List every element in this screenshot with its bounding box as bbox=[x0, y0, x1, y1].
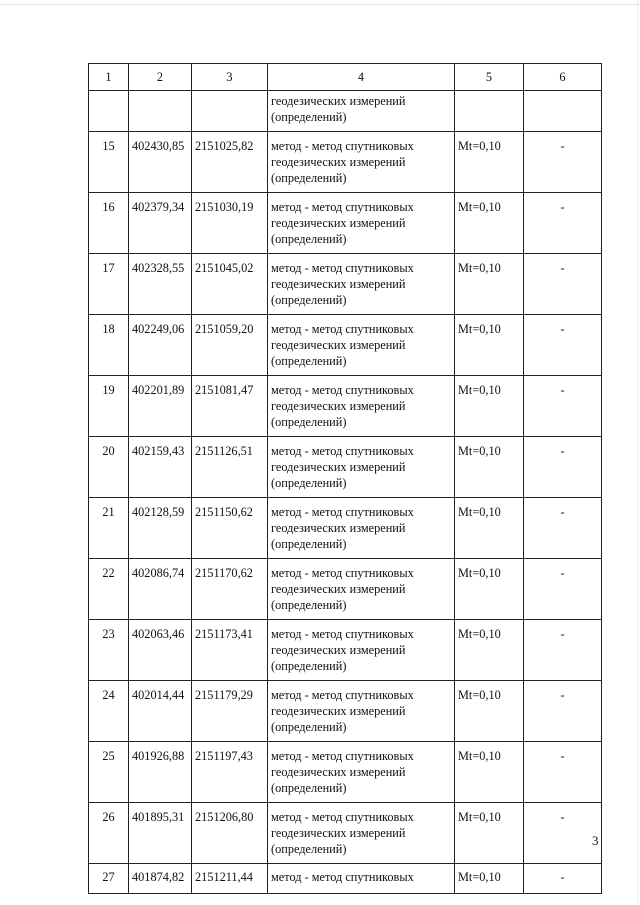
x-coordinate-cell: 402201,89 bbox=[129, 376, 192, 437]
note-cell: - bbox=[524, 742, 602, 803]
accuracy-cell: Mt=0,10 bbox=[455, 132, 524, 193]
x-coordinate-cell: 402249,06 bbox=[129, 315, 192, 376]
method-cell: метод - метод спутниковых геодезических измерений (определений) bbox=[268, 681, 455, 742]
page-edge-top bbox=[0, 4, 640, 5]
note-cell: - bbox=[524, 254, 602, 315]
accuracy-cell: Mt=0,10 bbox=[455, 254, 524, 315]
accuracy-cell: Mt=0,10 bbox=[455, 681, 524, 742]
method-cell: метод - метод спутниковых геодезических измерений (определений) bbox=[268, 254, 455, 315]
table-row bbox=[89, 437, 602, 498]
point-number-cell: 18 bbox=[89, 315, 129, 376]
accuracy-cell: Mt=0,10 bbox=[455, 437, 524, 498]
y-coordinate-cell: 2151081,47 bbox=[192, 376, 268, 437]
accuracy-cell: Mt=0,10 bbox=[455, 742, 524, 803]
header-cell: 1 bbox=[89, 64, 129, 91]
method-cell: метод - метод спутниковых геодезических измерений (определений) bbox=[268, 742, 455, 803]
method-cell: метод - метод спутниковых геодезических измерений (определений) bbox=[268, 132, 455, 193]
rows-body bbox=[89, 132, 602, 894]
table-row bbox=[89, 132, 602, 193]
table-row bbox=[89, 742, 602, 803]
y-coordinate-cell: 2151211,44 bbox=[192, 864, 268, 894]
y-coordinate-cell: 2151206,80 bbox=[192, 803, 268, 864]
accuracy-cell: Mt=0,10 bbox=[455, 376, 524, 437]
accuracy-cell: Mt=0,10 bbox=[455, 315, 524, 376]
y-coordinate-cell: 2151173,41 bbox=[192, 620, 268, 681]
x-coordinate-cell: 401895,31 bbox=[129, 803, 192, 864]
point-number-cell: 15 bbox=[89, 132, 129, 193]
empty-cell bbox=[192, 91, 268, 132]
page-edge-right bbox=[637, 0, 638, 905]
table-row bbox=[89, 376, 602, 437]
table-row bbox=[89, 803, 602, 864]
point-number-cell: 16 bbox=[89, 193, 129, 254]
y-coordinate-cell: 2151059,20 bbox=[192, 315, 268, 376]
accuracy-cell: Mt=0,10 bbox=[455, 559, 524, 620]
note-cell: - bbox=[524, 437, 602, 498]
method-cell: метод - метод спутниковых геодезических измерений (определений) bbox=[268, 437, 455, 498]
accuracy-cell: Mt=0,10 bbox=[455, 864, 524, 894]
coordinates-table bbox=[88, 63, 602, 894]
note-cell: - bbox=[524, 193, 602, 254]
x-coordinate-cell: 402328,55 bbox=[129, 254, 192, 315]
header-cell: 3 bbox=[192, 64, 268, 91]
continuation-row bbox=[89, 91, 602, 132]
point-number-cell: 20 bbox=[89, 437, 129, 498]
y-coordinate-cell: 2151045,02 bbox=[192, 254, 268, 315]
x-coordinate-cell: 402063,46 bbox=[129, 620, 192, 681]
point-number-cell: 22 bbox=[89, 559, 129, 620]
x-coordinate-cell: 402379,34 bbox=[129, 193, 192, 254]
y-coordinate-cell: 2151150,62 bbox=[192, 498, 268, 559]
point-number-cell: 17 bbox=[89, 254, 129, 315]
point-number-cell: 21 bbox=[89, 498, 129, 559]
empty-cell bbox=[524, 91, 602, 132]
method-cell: метод - метод спутниковых геодезических измерений (определений) bbox=[268, 193, 455, 254]
method-cell: метод - метод спутниковых геодезических измерений (определений) bbox=[268, 803, 455, 864]
table-row bbox=[89, 193, 602, 254]
table-row bbox=[89, 254, 602, 315]
table-row bbox=[89, 620, 602, 681]
x-coordinate-cell: 402430,85 bbox=[129, 132, 192, 193]
y-coordinate-cell: 2151126,51 bbox=[192, 437, 268, 498]
note-cell: - bbox=[524, 681, 602, 742]
header-cell: 4 bbox=[268, 64, 455, 91]
method-cell: метод - метод спутниковых геодезических измерений (определений) bbox=[268, 559, 455, 620]
header-cell: 2 bbox=[129, 64, 192, 91]
point-number-cell: 25 bbox=[89, 742, 129, 803]
table-row bbox=[89, 681, 602, 742]
empty-cell bbox=[89, 91, 129, 132]
y-coordinate-cell: 2151025,82 bbox=[192, 132, 268, 193]
method-cell: метод - метод спутниковых геодезических измерений (определений) bbox=[268, 498, 455, 559]
accuracy-cell: Mt=0,10 bbox=[455, 620, 524, 681]
table-row bbox=[89, 315, 602, 376]
x-coordinate-cell: 402128,59 bbox=[129, 498, 192, 559]
method-cell: метод - метод спутниковых геодезических измерений (определений) bbox=[268, 376, 455, 437]
x-coordinate-cell: 401926,88 bbox=[129, 742, 192, 803]
note-cell: - bbox=[524, 498, 602, 559]
table-row bbox=[89, 559, 602, 620]
accuracy-cell: Mt=0,10 bbox=[455, 498, 524, 559]
x-coordinate-cell: 402159,43 bbox=[129, 437, 192, 498]
accuracy-cell: Mt=0,10 bbox=[455, 803, 524, 864]
page-number: 3 bbox=[592, 833, 599, 848]
empty-cell bbox=[129, 91, 192, 132]
note-cell: - bbox=[524, 376, 602, 437]
point-number-cell: 24 bbox=[89, 681, 129, 742]
x-coordinate-cell: 402086,74 bbox=[129, 559, 192, 620]
y-coordinate-cell: 2151030,19 bbox=[192, 193, 268, 254]
point-number-cell: 26 bbox=[89, 803, 129, 864]
y-coordinate-cell: 2151170,62 bbox=[192, 559, 268, 620]
header-cell: 5 bbox=[455, 64, 524, 91]
empty-cell bbox=[455, 91, 524, 132]
point-number-cell: 27 bbox=[89, 864, 129, 894]
method-cell: метод - метод спутниковых геодезических измерений (определений) bbox=[268, 620, 455, 681]
accuracy-cell: Mt=0,10 bbox=[455, 193, 524, 254]
y-coordinate-cell: 2151179,29 bbox=[192, 681, 268, 742]
method-cell: геодезических измерений (определений) bbox=[268, 91, 455, 132]
note-cell: - bbox=[524, 132, 602, 193]
note-cell: - bbox=[524, 559, 602, 620]
table-row bbox=[89, 864, 602, 894]
point-number-cell: 19 bbox=[89, 376, 129, 437]
header-cell: 6 bbox=[524, 64, 602, 91]
method-cell: метод - метод спутниковых bbox=[268, 864, 455, 894]
y-coordinate-cell: 2151197,43 bbox=[192, 742, 268, 803]
note-cell: - bbox=[524, 864, 602, 894]
point-number-cell: 23 bbox=[89, 620, 129, 681]
method-cell: метод - метод спутниковых геодезических измерений (определений) bbox=[268, 315, 455, 376]
x-coordinate-cell: 402014,44 bbox=[129, 681, 192, 742]
note-cell: - bbox=[524, 803, 602, 864]
header-row bbox=[89, 64, 602, 91]
table-row bbox=[89, 498, 602, 559]
x-coordinate-cell: 401874,82 bbox=[129, 864, 192, 894]
note-cell: - bbox=[524, 620, 602, 681]
note-cell: - bbox=[524, 315, 602, 376]
